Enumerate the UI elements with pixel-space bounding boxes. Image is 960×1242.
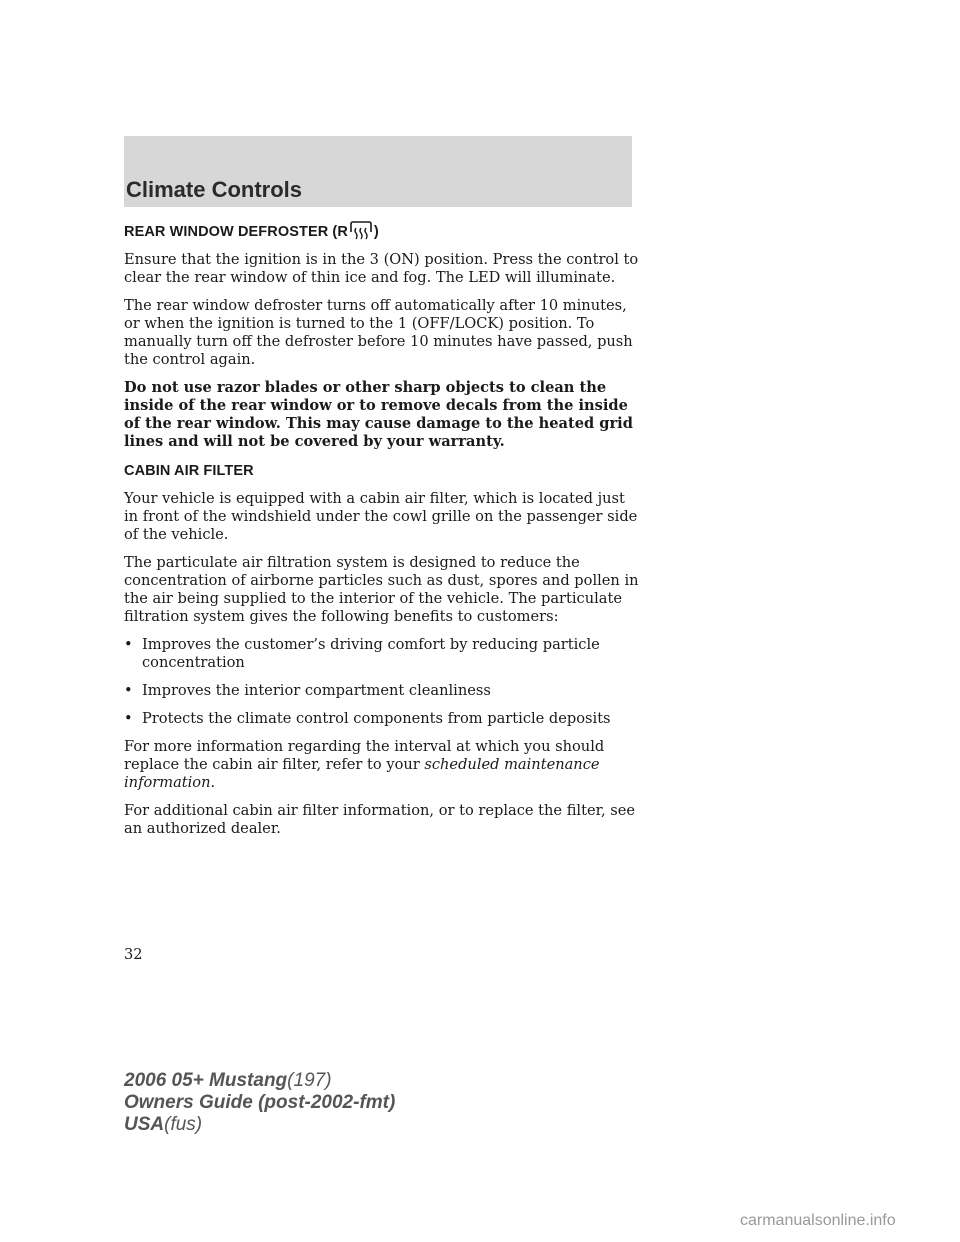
list-item-text: Protects the climate control components from particle deposits	[142, 710, 611, 727]
page-title: Climate Controls	[126, 177, 303, 202]
bullet-icon: •	[124, 682, 133, 699]
benefits-list	[124, 636, 640, 728]
rear-defrost-icon	[348, 220, 374, 240]
footer-model: 2006 05+ Mustang	[124, 1070, 288, 1091]
footer-market-code: (fus)	[164, 1114, 203, 1135]
page-number: 32	[124, 946, 143, 963]
rear-defroster-heading-text: REAR WINDOW DEFROSTER (R	[124, 224, 348, 240]
footer-line-1	[124, 1070, 395, 1092]
list-item	[124, 636, 640, 672]
rear-defroster-heading-close: )	[373, 224, 379, 240]
filter-paragraph-3	[124, 738, 640, 792]
site-watermark: carmanualsonline.info	[740, 1212, 896, 1229]
footer-market: USA	[124, 1114, 165, 1135]
footer-model-code: (197)	[287, 1070, 332, 1091]
list-item-text: Improves the interior compartment cleanliness	[142, 682, 491, 699]
defroster-paragraph-1: Ensure that the ignition is in the 3 (ON) position. Press the control to clear the rear window of thin ice and fog. The LED will illuminate.	[124, 251, 639, 286]
filter-paragraph-1: Your vehicle is equipped with a cabin air filter, which is located just in front of the windshield under the cowl grille on the passenger side of the vehicle.	[124, 490, 638, 543]
footer-line-2: Owners Guide (post-2002-fmt)	[124, 1092, 396, 1113]
list-item	[124, 682, 640, 700]
bullet-icon: •	[124, 636, 133, 653]
filter-paragraph-2: The particulate air filtration system is designed to reduce the concentration of airborne particles such as dust, spores and pollen in the air being supplied to the interior of the vehicle. The particulate filtration system gives the following benefits to customers:	[124, 554, 639, 625]
maintenance-reference: scheduled maintenance information.	[124, 756, 600, 791]
defroster-paragraph-2: The rear window defroster turns off automatically after 10 minutes, or when the ignition is turned to the 1 (OFF/LOCK) position. To manually turn off the defroster before 10 minutes have passed, push the control again.	[124, 297, 633, 368]
filter-paragraph-4: For additional cabin air filter information, or to replace the filter, see an authorized dealer.	[124, 802, 636, 837]
filter-paragraph-3-text: For more information regarding the interval at which you should replace the cabin air filter, refer to your	[124, 738, 605, 773]
footer-line-3	[124, 1114, 395, 1136]
cabin-air-filter-heading: CABIN AIR FILTER	[124, 463, 254, 479]
list-item	[124, 710, 640, 728]
list-item-text: Improves the customer’s driving comfort by reducing particle concentration	[142, 636, 600, 671]
defroster-warning: Do not use razor blades or other sharp objects to clean the inside of the rear window or to remove decals from the inside of the rear window. This may cause damage to the heated grid lines and will not be covered by your warranty.	[124, 379, 633, 450]
bullet-icon: •	[124, 710, 133, 727]
rear-defroster-heading	[124, 220, 640, 242]
document-footer	[124, 1070, 395, 1136]
page-content	[124, 220, 640, 848]
